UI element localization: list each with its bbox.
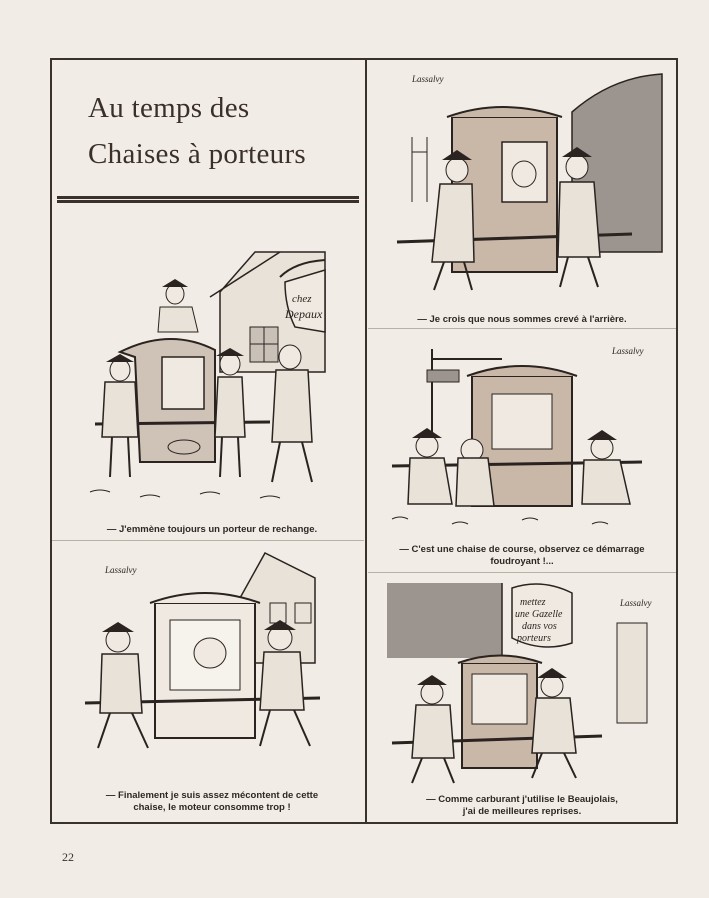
cartoon-illustration-4 [80, 548, 350, 788]
caption-panel-5-line-1: — Comme carburant j'utilise le Beaujolais, [426, 794, 618, 805]
cartoon-illustration-3 [372, 334, 672, 540]
caption-panel-4 [62, 790, 362, 814]
caption-panel-4-line-2: chaise, le moteur consomme trop ! [133, 802, 291, 813]
caption-panel-4-line-1: — Finalement je suis assez mécontent de cette [105, 790, 319, 801]
cartoon-panel-5 [372, 578, 672, 790]
cartoon-illustration-1 [80, 232, 350, 514]
caption-panel-2: — Je crois que nous sommes crevé à l'arrière. [417, 314, 627, 325]
cartoon-panel-1 [80, 232, 350, 514]
caption-panel-3-line-2: foudroyant !... [490, 556, 554, 567]
cartoon-panel-2 [372, 62, 672, 310]
panel-separator [368, 572, 676, 573]
caption-panel-3-line-1: — C'est une chaise de course, observez ce démarrage [399, 544, 645, 555]
cartoon-illustration-5 [372, 578, 672, 790]
panel-separator [368, 328, 676, 329]
title-line-2: Chaises à porteurs [88, 138, 307, 170]
sign-text-3: dans vos [522, 621, 557, 632]
sign-text-2: Depaux [285, 307, 323, 321]
artist-signature: Lassalvy [612, 346, 644, 356]
title-line-1: Au temps des [88, 92, 250, 124]
title-rule [57, 196, 359, 203]
artist-signature: Lassalvy [620, 598, 652, 608]
cartoon-panel-4 [80, 548, 350, 788]
sign-text-1: chez [292, 293, 312, 305]
caption-panel-5-line-2: j'ai de meilleures reprises. [462, 806, 582, 817]
page-number: 22 [62, 850, 74, 864]
sign-text-2: une Gazelle [515, 609, 563, 620]
cartoon-panel-3 [372, 334, 672, 540]
artist-signature: Lassalvy [105, 565, 137, 575]
panel-separator [52, 540, 364, 541]
column-divider [365, 58, 367, 824]
caption-panel-3 [372, 544, 672, 568]
sign-text-1: mettez [520, 597, 546, 608]
artist-signature: Lassalvy [412, 74, 444, 84]
cartoon-illustration-2 [372, 62, 672, 310]
sign-text-4: porteurs [517, 633, 551, 644]
caption-panel-5 [372, 794, 672, 818]
caption-panel-1: — J'emmène toujours un porteur de rechange. [106, 524, 318, 535]
